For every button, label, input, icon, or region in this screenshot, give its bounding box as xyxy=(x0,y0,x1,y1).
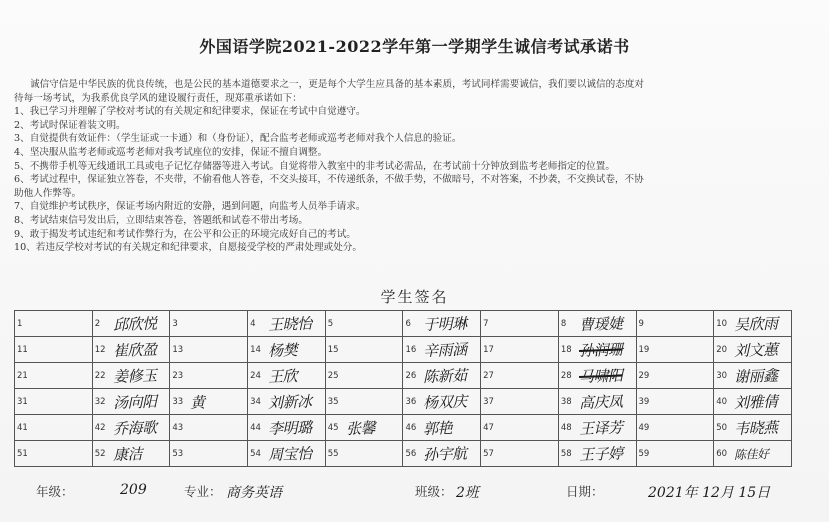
signature-cell xyxy=(558,441,636,467)
seat-number: 54 xyxy=(250,448,261,459)
seat-number: 23 xyxy=(172,370,184,381)
signature-cell xyxy=(558,389,636,415)
seat-number: 20 xyxy=(716,344,728,355)
seat-number: 36 xyxy=(405,396,417,407)
student-signature: 吴欣雨 xyxy=(733,314,779,334)
signature-cell xyxy=(636,337,714,363)
date-label: 日期： xyxy=(566,484,604,499)
signature-cell xyxy=(481,389,559,415)
rule-item: 2、考试时保证着装文明。 xyxy=(14,119,126,131)
student-signature: 王晓怡 xyxy=(267,314,312,334)
signature-cell xyxy=(248,311,326,337)
student-signature: 辛雨涵 xyxy=(423,340,468,360)
student-signature: 孙润珊 xyxy=(578,340,623,360)
major-value: 商务英语 xyxy=(226,485,282,501)
student-signature xyxy=(657,427,713,429)
signature-cell xyxy=(636,441,714,467)
student-signature: 汤向阳 xyxy=(112,392,157,412)
student-signature: 周宝怡 xyxy=(267,444,312,464)
signature-cell xyxy=(403,363,481,389)
student-signature: 崔欣盈 xyxy=(112,340,157,360)
signature-cell xyxy=(15,389,93,415)
seat-number: 25 xyxy=(327,370,339,381)
seat-number: 42 xyxy=(94,422,106,433)
student-signature xyxy=(35,453,91,455)
seat-number: 18 xyxy=(560,344,572,355)
signature-cell xyxy=(558,415,636,441)
signature-cell xyxy=(15,337,93,363)
student-signature: 王译芳 xyxy=(578,418,623,438)
student-signature: 韦晓燕 xyxy=(733,418,779,438)
rule-item: 8、考试结束信号发出后，立即结束答卷，答题纸和试卷不带出考场。 xyxy=(14,214,308,226)
student-signature: 曹瑗婕 xyxy=(578,314,623,334)
seat-number: 37 xyxy=(483,396,494,407)
seat-number: 16 xyxy=(405,344,417,355)
student-signature xyxy=(346,375,402,377)
grade-label: 年级： xyxy=(36,484,74,499)
signature-cell xyxy=(481,337,559,363)
student-signature xyxy=(501,375,557,377)
student-signature xyxy=(346,453,402,455)
signature-cell xyxy=(92,337,170,363)
seat-number: 6 xyxy=(405,318,411,329)
seat-number: 32 xyxy=(94,396,106,407)
date-value: 2021年 12月 15日 xyxy=(648,485,771,501)
signature-cell xyxy=(714,337,792,363)
seat-number: 38 xyxy=(560,396,572,407)
signature-cell xyxy=(481,311,559,337)
signature-row xyxy=(15,389,792,415)
rule-item: 5、不携带手机等无线通讯工具或电子记忆存储器等进入考试。自觉将带入教室中的非考试必需品，在考试前十分钟放到监考老师指定的位置。 xyxy=(14,160,615,172)
signature-cell xyxy=(403,337,481,363)
signature-cell xyxy=(15,363,93,389)
signature-cell xyxy=(636,363,714,389)
student-signature: 于明琳 xyxy=(423,314,468,334)
signature-row xyxy=(15,337,792,363)
student-signature: 王子婷 xyxy=(578,444,623,464)
seat-number: 33 xyxy=(172,396,184,407)
signature-cell xyxy=(714,311,792,337)
signature-cell xyxy=(92,311,170,337)
rule-item: 6、考试过程中，保证独立答卷，不夹带，不偷看他人答卷，不交头接耳，不传递纸条，不做手势，不做暗号，不对答案，不抄袭，不交换试卷，不协 xyxy=(14,174,644,186)
signature-cell xyxy=(714,415,792,441)
seat-number: 56 xyxy=(405,448,417,459)
signature-cell xyxy=(170,441,248,467)
student-signature xyxy=(346,401,402,403)
student-signature xyxy=(190,427,246,429)
signature-cell xyxy=(714,389,792,415)
signature-cell xyxy=(325,415,403,441)
seat-number: 35 xyxy=(327,396,339,407)
seat-number: 14 xyxy=(250,344,261,355)
signature-cell xyxy=(325,441,403,467)
student-signature xyxy=(35,401,91,403)
seat-number: 58 xyxy=(560,448,572,459)
signature-cell xyxy=(325,363,403,389)
signature-cell xyxy=(170,363,248,389)
student-signature: 谢丽鑫 xyxy=(733,366,779,386)
student-signature: 乔海歌 xyxy=(112,418,157,438)
student-signature xyxy=(190,375,246,377)
seat-number: 3 xyxy=(172,318,178,329)
signature-cell xyxy=(248,441,326,467)
signature-cell xyxy=(170,389,248,415)
document-title: 外国语学院2021-2022学年第一学期学生诚信考试承诺书 xyxy=(199,37,630,56)
student-signature xyxy=(35,427,91,429)
student-signature xyxy=(501,453,557,455)
seat-number: 11 xyxy=(17,344,28,355)
student-signature: 陈新茹 xyxy=(423,366,468,386)
signature-cell xyxy=(481,415,559,441)
signature-cell xyxy=(15,441,93,467)
seat-number: 50 xyxy=(716,422,728,433)
signature-cell xyxy=(558,363,636,389)
signature-cell xyxy=(248,337,326,363)
seat-number: 30 xyxy=(716,370,728,381)
student-signature xyxy=(657,349,713,351)
signature-cell xyxy=(325,311,403,337)
seat-number: 24 xyxy=(250,370,261,381)
signature-cell xyxy=(92,389,170,415)
student-signature xyxy=(501,427,557,429)
seat-number: 51 xyxy=(17,448,28,459)
signature-cell xyxy=(170,311,248,337)
seat-number: 47 xyxy=(483,422,494,433)
student-signature: 刘文蕙 xyxy=(733,340,779,360)
student-signature xyxy=(501,323,557,325)
student-signature: 马啸阳 xyxy=(578,366,623,386)
rule-item: 7、自觉维护考试秩序，保证考场内附近的安静，遇到问题，向监考人员举手请求。 xyxy=(14,201,366,213)
student-signature xyxy=(346,323,402,325)
seat-number: 12 xyxy=(94,344,106,355)
seat-number: 57 xyxy=(483,448,494,459)
student-signature: 姜修玉 xyxy=(112,366,157,386)
seat-number: 27 xyxy=(483,370,494,381)
seat-number: 59 xyxy=(638,448,650,459)
student-signature xyxy=(190,453,246,455)
signature-cell xyxy=(558,337,636,363)
rule-item: 3、自觉提供有效证件：（学生证或一卡通）和（身份证），配合监考老师或巡考老师对我个人信息的验证。 xyxy=(14,133,462,145)
seat-number: 22 xyxy=(94,370,106,381)
signature-table xyxy=(14,310,792,467)
class-label: 班级： xyxy=(415,484,453,499)
signature-cell xyxy=(403,415,481,441)
seat-number: 1 xyxy=(17,318,23,329)
student-signature xyxy=(190,349,246,351)
seat-number: 48 xyxy=(560,422,572,433)
signature-cell xyxy=(248,415,326,441)
signature-cell xyxy=(481,363,559,389)
student-signature: 孙宇航 xyxy=(423,444,468,464)
signature-cell xyxy=(248,363,326,389)
student-signature: 刘雅倩 xyxy=(733,392,779,412)
student-signature: 高庆凤 xyxy=(578,392,623,412)
signature-cell xyxy=(403,311,481,337)
student-signature: 邱欣悦 xyxy=(112,314,157,334)
seat-number: 44 xyxy=(250,422,261,433)
student-signature: 杨双庆 xyxy=(423,392,468,412)
signature-cell xyxy=(403,389,481,415)
signature-cell xyxy=(92,415,170,441)
signature-cell xyxy=(15,415,93,441)
seat-number: 10 xyxy=(716,318,728,329)
rule-item: 1、我已学习并理解了学校对考试的有关规定和纪律要求，保证在考试中自觉遵守。 xyxy=(14,106,366,118)
student-signature xyxy=(657,323,713,325)
student-signature xyxy=(657,401,713,403)
signature-cell xyxy=(170,415,248,441)
student-signature xyxy=(657,375,713,377)
student-signature: 张馨 xyxy=(345,418,376,438)
rule-item: 10、若违反学校对考试的有关规定和纪律要求，自愿接受学校的严肃处理或处分。 xyxy=(14,242,362,254)
signature-cell xyxy=(325,389,403,415)
signature-cell xyxy=(714,441,792,467)
seat-number: 21 xyxy=(17,370,28,381)
seat-number: 43 xyxy=(172,422,184,433)
seat-number: 9 xyxy=(638,318,644,329)
intro-line: 待每一场考试，为我系优良学风的建设履行责任，现郑重承诺如下： xyxy=(14,92,302,104)
signature-cell xyxy=(170,337,248,363)
student-signature xyxy=(501,401,557,403)
seat-number: 39 xyxy=(638,396,650,407)
seat-number: 55 xyxy=(327,448,339,459)
seat-number: 5 xyxy=(327,318,334,329)
seat-number: 53 xyxy=(172,448,184,459)
signature-cell xyxy=(636,311,714,337)
intro-line: 诚信守信是中华民族的优良传统，也是公民的基本道德要求之一，更是每个大学生应具备的基本素质，考试同样需要诚信，我们要以诚信的态度对 xyxy=(30,79,644,90)
student-signature xyxy=(35,375,91,377)
seat-number: 52 xyxy=(94,448,106,459)
seat-number: 31 xyxy=(17,396,28,407)
student-signature xyxy=(346,349,402,351)
seat-number: 2 xyxy=(94,318,101,329)
student-signature: 王欣 xyxy=(267,366,298,386)
signature-cell xyxy=(636,415,714,441)
seat-number: 15 xyxy=(327,344,339,355)
rule-item: 4、坚决服从监考老师或巡考老师对我考试座位的安排，保证不擅自调整。 xyxy=(14,146,328,158)
seat-number: 7 xyxy=(483,318,489,329)
seat-number: 28 xyxy=(560,370,572,381)
student-signature xyxy=(35,349,91,351)
signature-row xyxy=(15,363,792,389)
signature-heading: 学生签名 xyxy=(380,288,449,306)
grade-value: 209 xyxy=(120,482,147,498)
signature-cell xyxy=(636,389,714,415)
signature-row xyxy=(15,311,792,337)
student-signature: 刘新冰 xyxy=(267,392,312,412)
student-signature xyxy=(501,349,557,351)
rule-item: 助他人作弊等。 xyxy=(14,187,82,199)
signature-cell xyxy=(15,311,93,337)
signature-cell xyxy=(403,441,481,467)
signature-cell xyxy=(92,441,170,467)
student-signature: 李明璐 xyxy=(267,418,312,438)
student-signature: 陈佳好 xyxy=(733,446,769,462)
seat-number: 17 xyxy=(483,344,494,355)
student-signature: 杨樊 xyxy=(267,340,298,360)
seat-number: 29 xyxy=(638,370,650,381)
signature-cell xyxy=(92,363,170,389)
signature-row xyxy=(15,441,792,467)
student-signature xyxy=(35,323,91,325)
seat-number: 8 xyxy=(560,318,567,329)
seat-number: 34 xyxy=(250,396,261,407)
seat-number: 40 xyxy=(716,396,728,407)
seat-number: 45 xyxy=(327,422,339,433)
seat-number: 46 xyxy=(405,422,417,433)
seat-number: 41 xyxy=(17,422,28,433)
signature-cell xyxy=(714,363,792,389)
seat-number: 13 xyxy=(172,344,184,355)
seat-number: 60 xyxy=(716,448,728,459)
signature-cell xyxy=(248,389,326,415)
form-footer xyxy=(0,478,829,508)
signature-cell xyxy=(558,311,636,337)
student-signature: 郭艳 xyxy=(423,418,453,438)
seat-number: 4 xyxy=(250,318,256,329)
major-label: 专业： xyxy=(184,484,222,499)
seat-number: 49 xyxy=(638,422,650,433)
signature-row xyxy=(15,415,792,441)
rule-item: 9、敢于揭发考试违纪和考试作弊行为，在公平和公正的环境完成好自己的考试。 xyxy=(14,228,356,240)
class-value: 2班 xyxy=(456,485,479,501)
student-signature xyxy=(657,453,713,455)
signature-cell xyxy=(481,441,559,467)
seat-number: 19 xyxy=(638,344,650,355)
student-signature: 黄 xyxy=(190,393,206,412)
pledge-text xyxy=(14,78,814,255)
student-signature: 康洁 xyxy=(112,444,143,464)
signature-cell xyxy=(325,337,403,363)
seat-number: 26 xyxy=(405,370,417,381)
student-signature xyxy=(190,323,246,325)
